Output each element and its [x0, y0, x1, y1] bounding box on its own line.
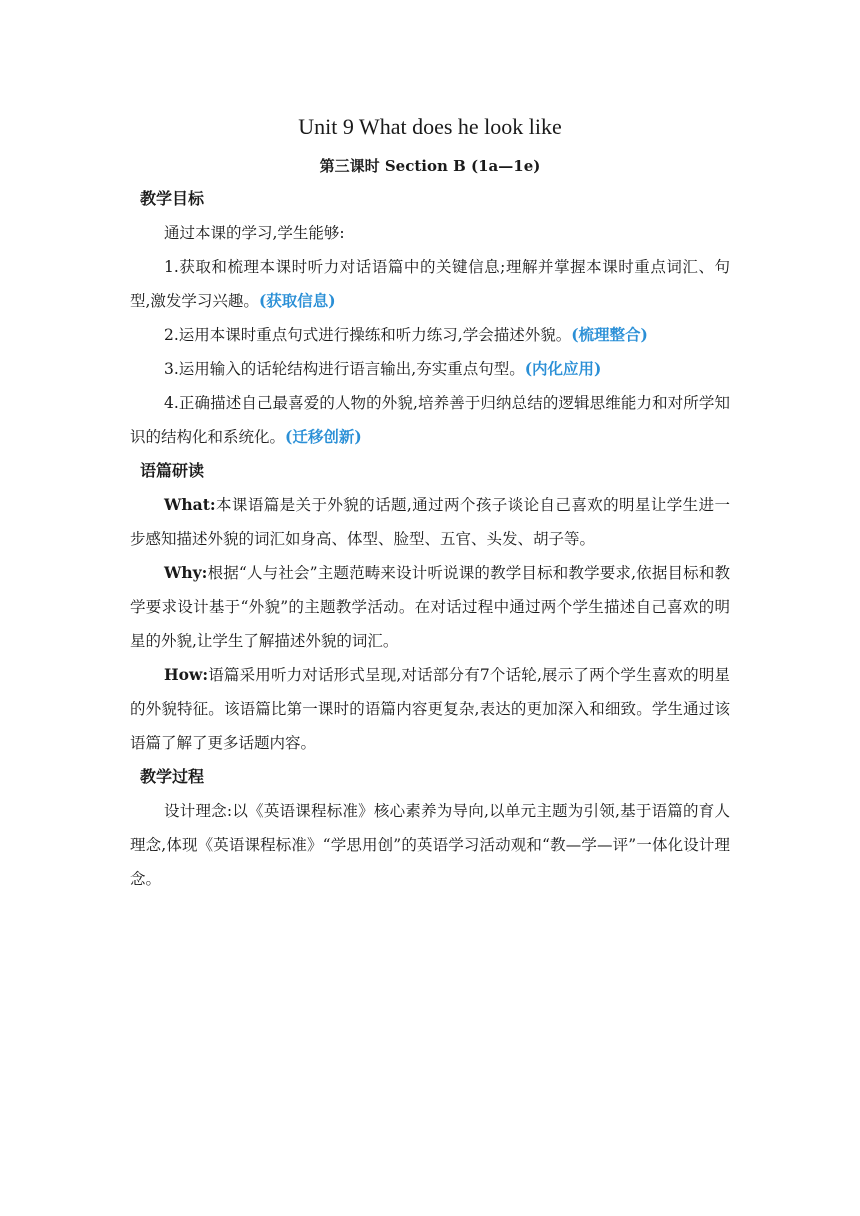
objective-tag: (内化应用) — [524, 359, 602, 378]
section-heading-process: 教学过程 — [140, 767, 205, 786]
what-paragraph — [130, 488, 730, 556]
objective-tag: (迁移创新) — [285, 427, 362, 446]
how-text: 语篇采用听力对话形式呈现,对话部分有7个话轮,展示了两个学生喜欢的明星的外貌特征。该语篇比第一课时的语篇内容更复杂,表达的更加深入和细致。学生通过该语篇了解了更多话题内容。 — [130, 666, 730, 752]
how-label: How: — [164, 665, 209, 684]
document-title: Unit 9 What does he look like — [298, 114, 562, 139]
process-paragraph: 设计理念:以《英语课程标准》核心素养为导向,以单元主题为引领,基于语篇的育人理念,体现《英语课程标准》“学思用创”的英语学习活动观和“教—学—评”一体化设计理念。 — [130, 802, 730, 888]
what-text: 本课语篇是关于外貌的话题,通过两个孩子谈论自己喜欢的明星让学生进一步感知描述外貌的词汇如身高、体型、脸型、五官、头发、胡子等。 — [130, 496, 730, 548]
section-heading-objectives: 教学目标 — [140, 189, 205, 208]
objective-item — [130, 250, 730, 318]
objective-text: 3.运用输入的话轮结构进行语言输出,夯实重点句型。 — [164, 360, 525, 378]
objective-tag: (梳理整合) — [571, 325, 648, 344]
document-subtitle: 第三课时 Section B (1a—1e) — [319, 157, 541, 175]
document-page — [130, 112, 730, 896]
why-label: Why: — [164, 563, 208, 582]
objectives-intro: 通过本课的学习,学生能够: — [164, 224, 345, 242]
what-label: What: — [164, 495, 216, 514]
objective-item — [130, 318, 730, 352]
objective-text: 1.获取和梳理本课时听力对话语篇中的关键信息;理解并掌握本课时重点词汇、句型,激发学习兴趣。 — [130, 258, 730, 310]
section-heading-text-study: 语篇研读 — [140, 461, 205, 480]
objective-text: 2.运用本课时重点句式进行操练和听力练习,学会描述外貌。 — [164, 326, 572, 344]
objective-tag: (获取信息) — [258, 291, 336, 310]
objective-text: 4.正确描述自己最喜爱的人物的外貌,培养善于归纳总结的逻辑思维能力和对所学知识的结构化和系统化。 — [130, 394, 730, 446]
objective-item — [130, 386, 730, 454]
how-paragraph — [130, 658, 730, 760]
objective-item — [130, 352, 730, 386]
why-paragraph — [130, 556, 730, 658]
why-text: 根据“人与社会”主题范畴来设计听说课的教学目标和教学要求,依据目标和教学要求设计基于“外貌”的主题教学活动。在对话过程中通过两个学生描述自己喜欢的明星的外貌,让学生了解描述外貌的词汇。 — [130, 564, 730, 650]
